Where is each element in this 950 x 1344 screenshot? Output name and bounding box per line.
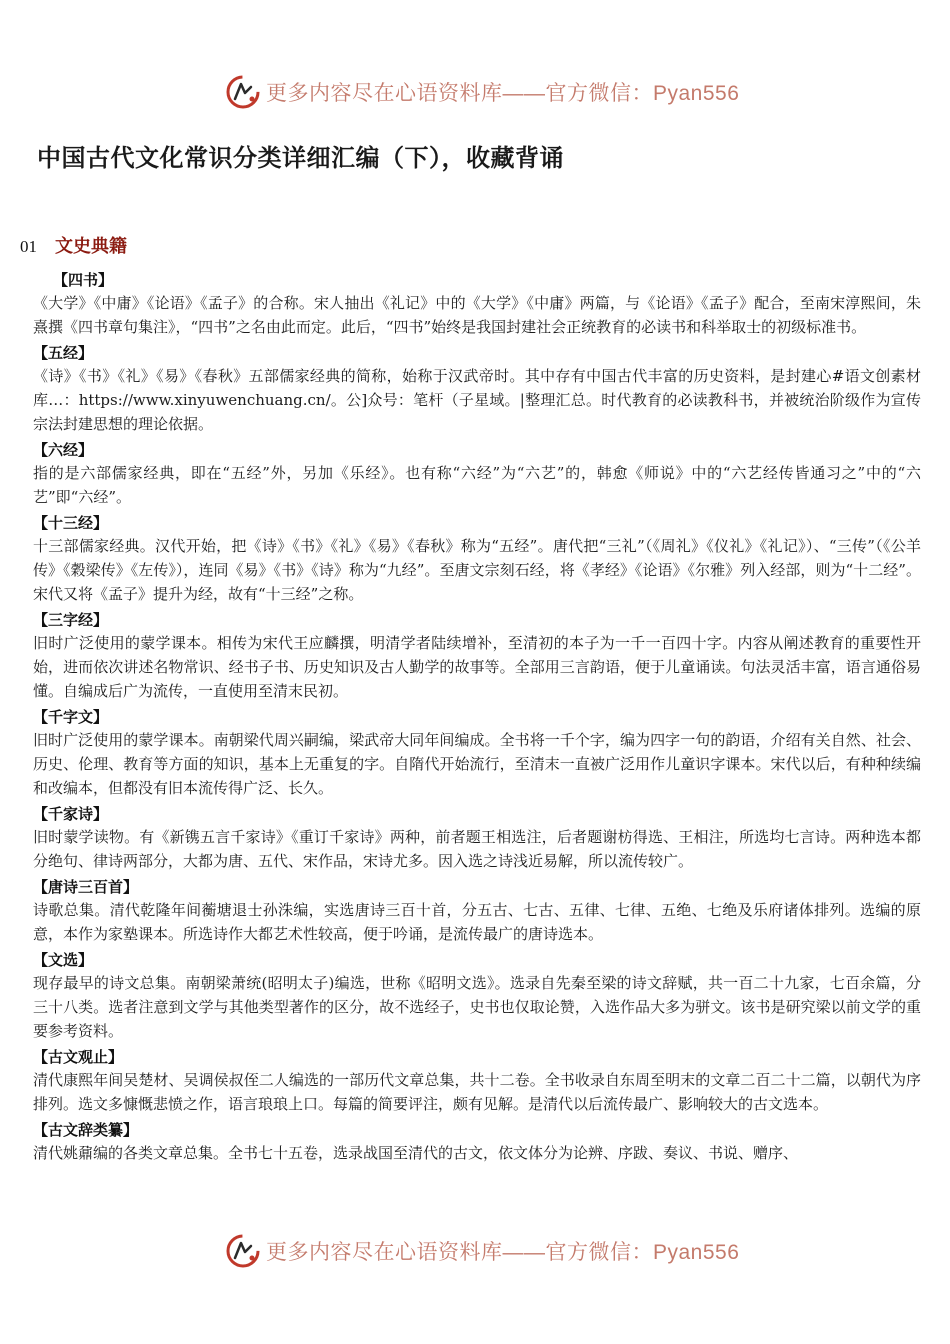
section-name: 文史典籍 xyxy=(55,236,127,257)
entry-sanzijing xyxy=(33,610,921,703)
entry-text: 旧时蒙学读物。有《新镌五言千家诗》《重订千家诗》两种，前者题王相选注，后者题谢枋得选、王相注，所选均七言诗。两种选本都分绝句、律诗两部分，大都为唐、五代、宋作品，宋诗尤多。因入选之诗浅近易解，所以流传较广。 xyxy=(33,828,921,870)
entry-qianziwen xyxy=(33,707,921,800)
entry-heading: 【文选】 xyxy=(33,951,94,969)
entry-text: 《诗》《书》《礼》《易》《春秋》五部儒家经典的简称，始称于汉武帝时。其中存有中国古代丰富的历史资料，是封建心#语文创素材库…：https://www.xinyuwenchuang.cn/。公]众号：笔杆（子星域。|整理汇总。时代教育的必读教科书，并被统治阶级作为宣传宗法封建思想的理论依据。 xyxy=(33,367,921,433)
entry-text: 旧时广泛使用的蒙学课本。南朝梁代周兴嗣编，梁武帝大同年间编成。全书将一千个字，编为四字一句的韵语，介绍有关自然、社会、历史、伦理、教育等方面的知识，基本上无重复的字。自隋代开始流行，至清末一直被广泛用作儿童识字课本。宋代以后，有种种续编和改编本，但都没有旧本流传得广泛、长久。 xyxy=(33,731,921,797)
entry-list xyxy=(33,270,921,1169)
entry-heading: 【十三经】 xyxy=(33,514,109,532)
banner-text: 更多内容尽在心语资料库——官方微信：Pyan556 xyxy=(266,1241,740,1264)
entry-guwenguanzhi xyxy=(33,1047,921,1116)
entry-text: 《大学》《中庸》《论语》《孟子》的合称。宋人抽出《礼记》中的《大学》《中庸》两篇，与《论语》《孟子》配合，至南宋淳熙间，朱熹撰《四书章句集注》，“四书”之名由此而定。此后，“四书”始终是我国封建社会正统教育的必读书和科举取士的初级标准书。 xyxy=(33,294,921,336)
entry-heading: 【三字经】 xyxy=(33,611,109,629)
entry-heading: 【四书】 xyxy=(53,271,114,289)
brand-logo-icon xyxy=(226,75,260,109)
section-heading xyxy=(20,232,127,258)
entry-text: 诗歌总集。清代乾隆年间蘅塘退士孙洙编，实选唐诗三百十首，分五古、七古、五律、七律、五绝、七绝及乐府诸体排列。选编的原意，本作为家塾课本。所选诗作大都艺术性较高，便于吟诵，是流传最广的唐诗选本。 xyxy=(33,901,921,943)
entry-wenxuan xyxy=(33,950,921,1043)
entry-liujing xyxy=(33,440,921,509)
entry-heading: 【六经】 xyxy=(33,441,94,459)
entry-guwencileizuan xyxy=(33,1120,921,1165)
entry-heading: 【千字文】 xyxy=(33,708,109,726)
entry-text: 十三部儒家经典。汉代开始，把《诗》《书》《礼》《易》《春秋》称为“五经”。唐代把“三礼”（《周礼》《仪礼》《礼记》）、“三传”（《公羊传》《穀梁传》《左传》），连同《易》《书》《诗》称为“九经”。至唐文宗刻石经，将《孝经》《论语》《尔雅》列入经部，则为“十二经”。宋代又将《孟子》提升为经，故有“十三经”之称。 xyxy=(33,537,921,603)
entry-sishu xyxy=(33,270,921,339)
entry-heading: 【唐诗三百首】 xyxy=(33,878,139,896)
entry-text: 旧时广泛使用的蒙学课本。相传为宋代王应麟撰，明清学者陆续增补，至清初的本子为一千一百四十字。内容从阐述教育的重要性开始，进而依次讲述名物常识、经书子书、历史知识及古人勤学的故事等。全部用三言韵语，便于儿童诵读。句法灵活丰富，语言通俗易懂。自编成后广为流传，一直使用至清末民初。 xyxy=(33,634,921,700)
entry-shisanjing xyxy=(33,513,921,606)
entry-tangshi xyxy=(33,877,921,946)
entry-qianjiashi xyxy=(33,804,921,873)
entry-text: 清代康熙年间吴楚材、吴调侯叔侄二人编选的一部历代文章总集，共十二卷。全书收录自东周至明末的文章二百二十二篇，以朝代为序排列。选文多慷慨悲愤之作，语言琅琅上口。每篇的简要评注，颇有见解。是清代以后流传最广、影响较大的古文选本。 xyxy=(33,1071,921,1113)
entry-text: 现存最早的诗文总集。南朝梁萧统(昭明太子)编选，世称《昭明文选》。选录自先秦至梁的诗文辞赋，共一百二十九家，七百余篇，分三十八类。选者注意到文学与其他类型著作的区分，故不选经子，史书也仅取论赞，入选作品大多为骈文。该书是研究梁以前文学的重要参考资料。 xyxy=(33,974,921,1040)
entry-text: 指的是六部儒家经典，即在“五经”外，另加《乐经》。也有称“六经”为“六艺”的，韩愈《师说》中的“六艺经传皆通习之”中的“六艺”即“六经”。 xyxy=(33,464,921,506)
banner-text: 更多内容尽在心语资料库——官方微信：Pyan556 xyxy=(266,82,740,105)
brand-logo-icon xyxy=(226,1234,260,1268)
entry-heading: 【古文观止】 xyxy=(33,1048,124,1066)
entry-wujing xyxy=(33,343,921,436)
header-banner xyxy=(0,73,950,113)
entry-heading: 【古文辞类纂】 xyxy=(33,1121,139,1139)
entry-heading: 【千家诗】 xyxy=(33,805,109,823)
footer-banner xyxy=(0,1232,950,1272)
document-title: 中国古代文化常识分类详细汇编（下），收藏背诵 xyxy=(37,144,564,172)
entry-text: 清代姚鼐编的各类文章总集。全书七十五卷，选录战国至清代的古文，依文体分为论辨、序跋、奏议、书说、赠序、 xyxy=(33,1144,799,1162)
section-number: 01 xyxy=(20,237,37,256)
entry-heading: 【五经】 xyxy=(33,344,94,362)
